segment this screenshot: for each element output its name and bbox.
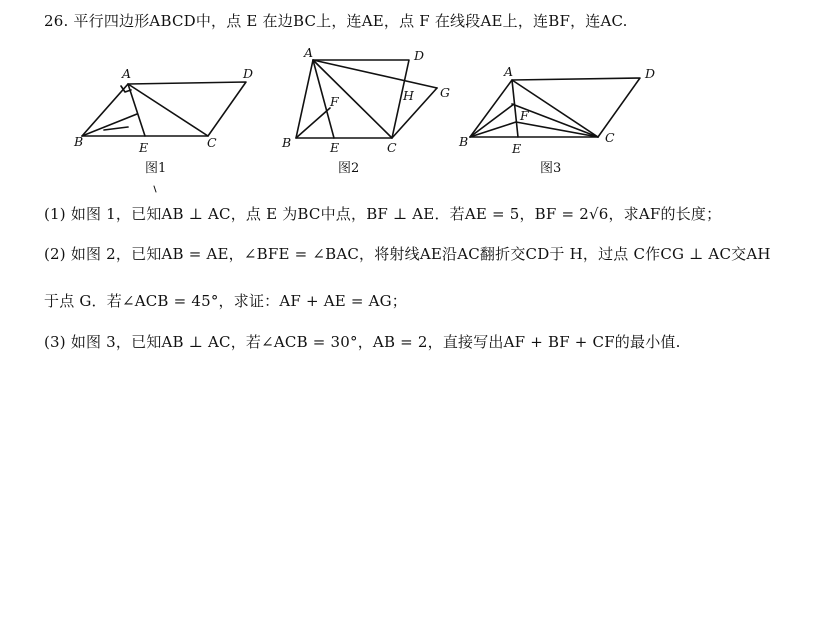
fig1-parallelogram [82,82,246,136]
stray-mark [154,186,156,192]
problem-part-2-line-2: 于点 G．若∠ACB = 45°，求证：AF + AE = AG； [44,292,407,310]
fig1-segment-bf [82,114,137,136]
fig1-label-d: D [243,66,254,81]
fig2-label-e: E [330,140,340,155]
problem-part-1: (1) 如图 1，已知AB ⊥ AC，点 E 为BC中点，BF ⊥ AE．若AE = 5，BF = 2√6，求AF的长度； [44,205,722,223]
fig2-caption: 图2 [338,161,360,176]
fig3-caption: 图3 [540,161,562,176]
fig3-label-a: A [504,64,514,79]
fig2-label-b: B [282,135,292,150]
fig3-extra-segment-2 [470,104,514,137]
fig3-label-e: E [512,141,522,156]
fig2-label-c: C [387,140,397,155]
figure-2 [281,45,450,176]
fig1-segment-ac [128,84,208,136]
fig3-segment-bf [470,122,516,137]
fig1-caption: 图1 [145,161,167,176]
fig2-label-d: D [414,48,425,63]
figures-area [0,0,836,200]
fig2-segment-cg [392,88,437,138]
fig3-label-f: F [520,108,529,123]
fig2-label-h: H [403,88,414,103]
fig3-label-d: D [645,66,656,81]
fig2-label-a: A [304,45,314,60]
fig3-label-b: B [459,134,469,149]
fig1-segment-ae [128,84,145,136]
fig1-label-a: A [122,66,132,81]
figure-3 [458,64,655,176]
fig3-label-c: C [605,130,615,145]
fig2-segment-ag [313,60,437,88]
fig2-label-g: G [440,85,450,100]
problem-part-2-line-1: (2) 如图 2，已知AB = AE，∠BFE = ∠BAC，将射线AE沿AC翻折交CD于 H，过点 C作CG ⊥ AC交AH [44,245,771,263]
fig2-label-f: F [330,94,339,109]
fig1-label-c: C [207,135,217,150]
fig1-label-b: B [74,134,84,149]
fig2-segment-ac [313,60,392,138]
problem-part-3: (3) 如图 3，已知AB ⊥ AC，若∠ACB = 30°，AB = 2，直接写出AF + BF + CF的最小值. [44,333,681,351]
problem-header: 26. 平行四边形ABCD中，点 E 在边BC上，连AE，点 F 在线段AE上，连BF，连AC. [44,12,628,30]
figure-1 [73,66,253,176]
fig3-segment-ae [512,80,518,137]
fig1-label-e: E [139,140,149,155]
fig1-extra-stroke [104,127,128,130]
